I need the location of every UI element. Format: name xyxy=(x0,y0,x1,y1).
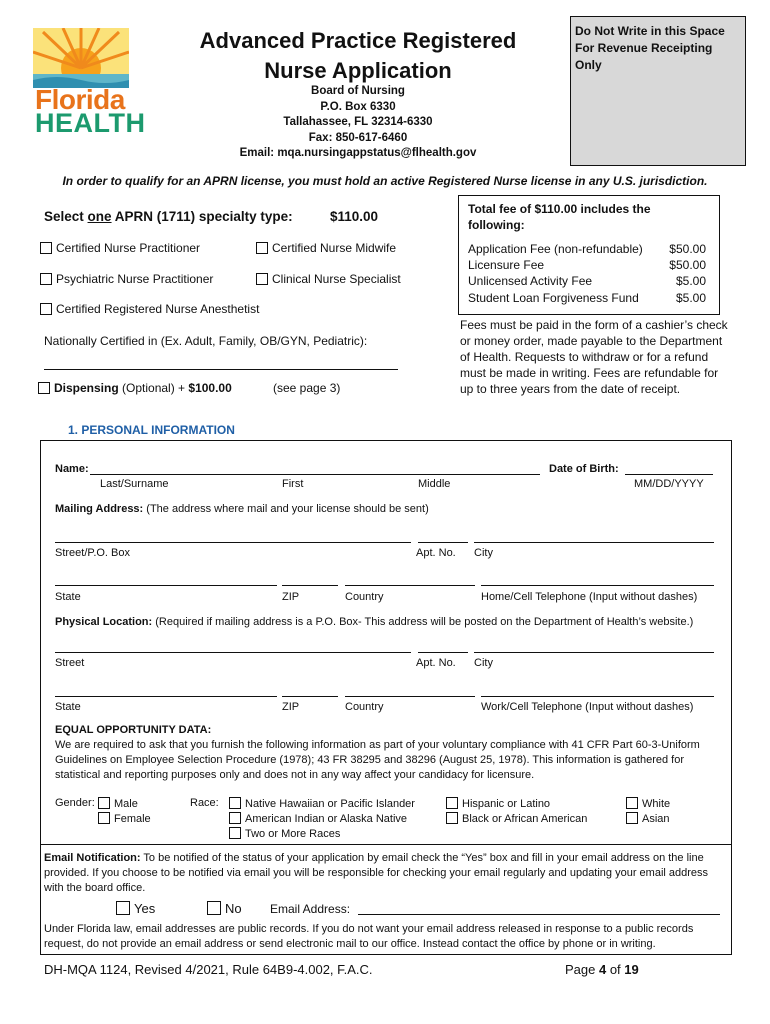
board-city: Tallahassee, FL 32314-6330 xyxy=(283,116,433,129)
fee-box-heading: Total fee of $110.00 includes the following: xyxy=(468,202,651,232)
name-first-caption: First xyxy=(282,478,304,490)
fee-item xyxy=(468,290,706,306)
specialty-heading-post: APRN (1711) specialty type: xyxy=(111,209,293,224)
phys-zip-line[interactable] xyxy=(282,696,338,697)
dob-label: Date of Birth: xyxy=(549,463,619,475)
mail-phone-line[interactable] xyxy=(481,585,714,586)
page-title xyxy=(180,26,536,86)
email-yes-option[interactable] xyxy=(116,901,155,916)
board-name: Board of Nursing xyxy=(311,85,405,97)
fee-item-label: Unlicensed Activity Fee xyxy=(468,274,593,289)
race-white[interactable] xyxy=(626,797,670,810)
eeo-text: We are required to ask that you furnish the following information as part of your voluntary compliance with 41 CFR Part 60-3-Uniform Guidelines on Employee Selection Procedure (1978); 43 FR 38295 and 38296 (August 25, 1978). This information is gathered for statistical and reporting purposes only and does not in any way affect your candidacy for licensure. xyxy=(55,739,700,781)
certified-line[interactable] xyxy=(44,369,398,370)
fee-item-label: Application Fee (non-refundable) xyxy=(468,242,643,256)
mail-state-line[interactable] xyxy=(55,585,277,586)
name-last-caption: Last/Surname xyxy=(100,478,169,490)
checkbox-asian[interactable] xyxy=(626,812,638,824)
mailing-bold: Mailing Address: xyxy=(55,503,144,515)
florida-health-logo xyxy=(33,28,146,138)
board-pobox: P.O. Box 6330 xyxy=(320,100,396,113)
fee-item-amount: $50.00 xyxy=(669,242,706,256)
label-male: Male xyxy=(114,798,138,810)
title-line-1: Advanced Practice Registered xyxy=(199,28,517,53)
label-female: Female xyxy=(114,813,151,825)
checkbox-female[interactable] xyxy=(98,812,110,824)
label-asian: Asian xyxy=(642,813,670,825)
mailing-note: (The address where mail and your license should be sent) xyxy=(143,503,429,515)
physical-location-label xyxy=(55,616,725,628)
checkbox-crna[interactable] xyxy=(40,303,52,315)
name-label: Name: xyxy=(55,463,89,475)
revenue-receipt-box xyxy=(570,16,746,166)
label-nhpi: Native Hawaiian or Pacific Islander xyxy=(245,798,415,810)
gender-label: Gender: xyxy=(55,797,95,809)
country2-caption: Country xyxy=(345,701,384,713)
logo-word-health: HEALTH xyxy=(35,108,146,138)
race-asian[interactable] xyxy=(626,812,670,825)
checkbox-two-races[interactable] xyxy=(229,827,241,839)
board-address xyxy=(200,84,516,162)
checkbox-pnp[interactable] xyxy=(40,273,52,285)
mailing-address-label xyxy=(55,503,429,515)
mail-apt-line[interactable] xyxy=(418,542,468,543)
label-email-no: No xyxy=(225,901,242,916)
label-pnp: Psychiatric Nurse Practitioner xyxy=(56,272,214,286)
receipt-line-1: Do Not Write in this Space xyxy=(575,24,725,38)
dispensing-note: (see page 3) xyxy=(273,381,341,395)
label-cns: Clinical Nurse Specialist xyxy=(272,272,401,286)
label-white: White xyxy=(642,798,671,810)
label-cnp: Certified Nurse Practitioner xyxy=(56,241,201,255)
race-aian[interactable] xyxy=(229,812,407,825)
city2-caption: City xyxy=(474,657,493,669)
label-cnm: Certified Nurse Midwife xyxy=(272,241,397,255)
page-of: of xyxy=(606,962,625,977)
name-input-line[interactable] xyxy=(90,474,540,475)
fee-item-amount: $5.00 xyxy=(675,274,706,289)
dispensing-fee: $100.00 xyxy=(188,381,232,395)
sunburst-icon xyxy=(33,28,129,88)
phys-apt-line[interactable] xyxy=(418,652,468,653)
option-cns[interactable] xyxy=(256,272,401,286)
dob-format-caption: MM/DD/YYYY xyxy=(634,478,704,490)
title-line-2: Nurse Application xyxy=(264,58,452,83)
label-aian: American Indian or Alaska Native xyxy=(245,813,408,825)
checkbox-email-yes[interactable] xyxy=(116,901,130,915)
option-cnp[interactable] xyxy=(40,241,200,255)
label-two-races: Two or More Races xyxy=(245,828,341,840)
street-caption: Street xyxy=(55,657,85,669)
email-notification-bold: Email Notification: xyxy=(44,852,141,864)
email-address-label: Email Address: xyxy=(270,902,351,916)
phys-city-line[interactable] xyxy=(474,652,714,653)
form-id-footer: DH-MQA 1124, Revised 4/2021, Rule 64B9-4.002, F.A.C. xyxy=(44,962,373,977)
work-phone-caption: Work/Cell Telephone (Input without dashes) xyxy=(481,701,694,713)
eeo-title: EQUAL OPPORTUNITY DATA: xyxy=(55,724,212,736)
mail-street-line[interactable] xyxy=(55,542,411,543)
gender-female[interactable] xyxy=(98,812,151,825)
receipt-line-2: For Revenue Receipting Only xyxy=(575,41,713,72)
home-phone-caption: Home/Cell Telephone (Input without dashes) xyxy=(481,591,698,603)
option-dispensing[interactable] xyxy=(38,381,232,395)
fee-item xyxy=(468,241,706,257)
race-two[interactable] xyxy=(229,827,340,840)
label-hispanic: Hispanic or Latino xyxy=(462,798,551,810)
city-caption: City xyxy=(474,547,493,559)
race-hispanic[interactable] xyxy=(446,797,550,810)
personal-info-box xyxy=(40,440,732,845)
checkbox-cns[interactable] xyxy=(256,273,268,285)
zip-caption: ZIP xyxy=(282,591,300,603)
label-crna: Certified Registered Nurse Anesthetist xyxy=(56,302,260,316)
certified-label: Nationally Certified in (Ex. Adult, Family, OB/GYN, Pediatric): xyxy=(44,334,368,348)
page-number xyxy=(565,962,639,977)
apt-caption: Apt. No. xyxy=(416,547,456,559)
board-fax: Fax: 850-617-6460 xyxy=(308,131,408,144)
race-nhpi[interactable] xyxy=(229,797,415,810)
section-personal-info-title: 1. PERSONAL INFORMATION xyxy=(68,423,235,437)
page-pre: Page xyxy=(565,962,599,977)
mail-city-line[interactable] xyxy=(474,542,714,543)
label-black: Black or African American xyxy=(462,813,588,825)
checkbox-cnm[interactable] xyxy=(256,242,268,254)
page-total: 19 xyxy=(624,962,639,977)
specialty-heading-one: one xyxy=(87,209,112,224)
name-middle-caption: Middle xyxy=(418,478,451,490)
public-records-notice: Under Florida law, email addresses are public records. If you do not want your email address released in response to a public records request, do not provide an email address or send electronic mail to our office. Instead contact the office by phone or in writing. xyxy=(44,923,694,950)
specialty-heading-pre: Select xyxy=(44,209,88,224)
specialty-heading xyxy=(44,209,293,224)
page-num: 4 xyxy=(598,962,607,977)
rn-requirement-notice: In order to qualify for an APRN license, you must hold an active Registered Nurse license in any U.S. jurisdiction. xyxy=(62,174,708,188)
checkbox-hispanic[interactable] xyxy=(446,797,458,809)
checkbox-dispensing[interactable] xyxy=(38,382,50,394)
checkbox-white[interactable] xyxy=(626,797,638,809)
fee-item xyxy=(468,273,706,289)
dispensing-label: Dispensing xyxy=(54,381,119,395)
checkbox-nhpi[interactable] xyxy=(229,797,241,809)
phys-country-line[interactable] xyxy=(345,696,475,697)
board-email: Email: mqa.nursingappstatus@flhealth.gov xyxy=(239,147,477,160)
fee-item-label: Student Loan Forgiveness Fund xyxy=(468,290,639,305)
street-po-caption: Street/P.O. Box xyxy=(55,547,131,559)
mail-country-line[interactable] xyxy=(345,585,475,586)
dob-input-line[interactable] xyxy=(625,474,713,475)
checkbox-male[interactable] xyxy=(98,797,110,809)
checkbox-black[interactable] xyxy=(446,812,458,824)
race-black[interactable] xyxy=(446,812,587,825)
phys-phone-line[interactable] xyxy=(481,696,714,697)
physical-note: (Required if mailing address is a P.O. Box- This address will be posted on the Department of Health’s website.) xyxy=(152,616,694,628)
state-caption: State xyxy=(55,591,81,603)
race-label: Race: xyxy=(190,797,219,809)
dispensing-optional: (Optional) + xyxy=(118,381,189,395)
option-pnp[interactable] xyxy=(40,272,213,286)
email-no-option[interactable] xyxy=(207,901,242,916)
checkbox-cnp[interactable] xyxy=(40,242,52,254)
label-email-yes: Yes xyxy=(134,901,156,916)
fee-item-amount: $5.00 xyxy=(675,290,706,305)
fee-item-amount: $50.00 xyxy=(669,258,706,273)
option-cnm[interactable] xyxy=(256,241,396,255)
mail-zip-line[interactable] xyxy=(282,585,338,586)
apt2-caption: Apt. No. xyxy=(416,657,456,669)
option-crna[interactable] xyxy=(40,302,259,316)
physical-bold: Physical Location: xyxy=(55,616,153,628)
specialty-fee: $110.00 xyxy=(330,209,379,224)
logo-word-florida: Florida xyxy=(35,84,125,115)
zip2-caption: ZIP xyxy=(282,701,300,713)
country-caption: Country xyxy=(345,591,384,603)
fee-payment-note: Fees must be paid in the form of a cashier’s check or money order, made payable to the Department of Health. Requests to withdraw or for a refund must be made in writing. Fees are refundable for up to three years from the date of receipt. xyxy=(460,318,728,396)
email-address-line[interactable] xyxy=(358,914,720,915)
email-notification-text xyxy=(44,851,726,896)
state2-caption: State xyxy=(55,701,81,713)
fee-item xyxy=(468,257,706,273)
gender-male[interactable] xyxy=(98,797,138,810)
phys-state-line[interactable] xyxy=(55,696,277,697)
fee-item-label: Licensure Fee xyxy=(468,258,545,273)
fee-list xyxy=(468,241,706,306)
checkbox-aian[interactable] xyxy=(229,812,241,824)
checkbox-email-no[interactable] xyxy=(207,901,221,915)
email-notification-body: To be notified of the status of your application by email check the “Yes” box and fill in your email address on the line provided. If you choose to be notified via email you will be responsible for checking your email regularly and updating your email address with the board office. xyxy=(44,852,709,894)
phys-street-line[interactable] xyxy=(55,652,411,653)
